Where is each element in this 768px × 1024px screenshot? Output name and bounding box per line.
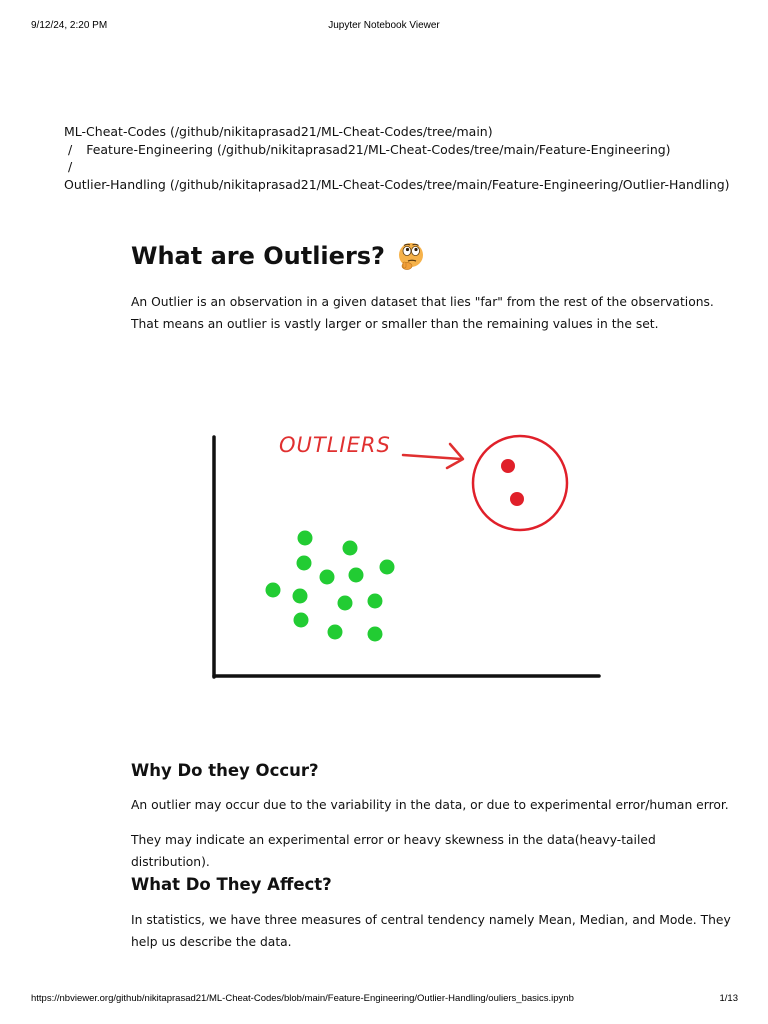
print-page-title: Jupyter Notebook Viewer: [328, 20, 440, 31]
outliers-annotation-label: OUTLIERS: [279, 433, 391, 457]
breadcrumb-item-label: Feature-Engineering: [86, 141, 213, 157]
normal-data-point: [294, 613, 309, 628]
section2-paragraph: [131, 909, 731, 953]
print-footer: [0, 993, 768, 1007]
print-page-number: 1/13: [719, 993, 738, 1004]
breadcrumb-line-1: [64, 123, 754, 141]
annotation-arrow: [403, 444, 463, 468]
outliers-illustration-svg: [190, 380, 620, 700]
breadcrumb-item-path: (/github/nikitaprasad21/ML-Cheat-Codes/tree/main/Feature-Engineering/Outlier-Handling): [169, 176, 730, 192]
outliers-circle: [473, 436, 567, 530]
breadcrumb-line-4: [64, 176, 754, 194]
normal-data-point: [297, 556, 312, 571]
normal-data-point: [368, 627, 383, 642]
page-title-text: What are Outliers?: [131, 242, 385, 270]
normal-data-point: [320, 570, 335, 585]
breadcrumb-line-2: [64, 141, 754, 159]
normal-data-point: [368, 594, 383, 609]
normal-data-point: [298, 531, 313, 546]
intro-line-1: An Outlier is an observation in a given dataset that lies "far" from the rest of the observations.: [131, 295, 714, 309]
normal-data-point: [338, 596, 353, 611]
outliers-illustration: [190, 380, 620, 700]
points-layer: [266, 459, 525, 642]
breadcrumb-line-3: [64, 158, 754, 176]
print-url: https://nbviewer.org/github/nikitaprasad21/ML-Cheat-Codes/blob/main/Feature-Engineering/Outlier-Handling/ouliers_basics.ipynb: [31, 993, 574, 1004]
breadcrumb-item-feature-engineering[interactable]: [86, 142, 670, 157]
section-heading-why-occur: Why Do they Occur?: [131, 761, 319, 780]
normal-data-point: [266, 583, 281, 598]
normal-data-point: [293, 589, 308, 604]
breadcrumb-item-path: (/github/nikitaprasad21/ML-Cheat-Codes/tree/main): [169, 124, 493, 139]
normal-data-point: [380, 560, 395, 575]
intro-paragraph: [131, 291, 731, 335]
outlier-data-point: [510, 492, 524, 506]
print-date: 9/12/24, 2:20 PM: [31, 20, 108, 31]
breadcrumb-item-label: ML-Cheat-Codes: [64, 124, 166, 139]
breadcrumb-item-ml-cheat-codes[interactable]: [64, 124, 493, 139]
normal-data-point: [343, 541, 358, 556]
normal-data-point: [349, 568, 364, 583]
intro-line-2: That means an outlier is vastly larger or smaller than the remaining values in the set.: [131, 317, 659, 331]
breadcrumb-separator: /: [68, 159, 73, 174]
section1-paragraph-2: They may indicate an experimental error or heavy skewness in the data(heavy-tailed distribution).: [131, 833, 656, 869]
print-header: [0, 20, 768, 34]
breadcrumb-separator: /: [68, 141, 73, 157]
outlier-data-point: [501, 459, 515, 473]
thinking-face-with-raised-eyes-icon: [395, 240, 427, 272]
section1-paragraph-1: An outlier may occur due to the variability in the data, or due to experimental error/human error.: [131, 798, 729, 812]
normal-data-point: [328, 625, 343, 640]
breadcrumb-item-label: Outlier-Handling: [64, 176, 166, 192]
page-title: [131, 238, 427, 274]
breadcrumb-item-path: (/github/nikitaprasad21/ML-Cheat-Codes/tree/main/Feature-Engineering): [216, 141, 671, 157]
breadcrumb: [64, 123, 754, 193]
breadcrumb-item-outlier-handling[interactable]: [64, 177, 730, 192]
section2-line-2: help us describe the data.: [131, 935, 292, 949]
section2-line-1: In statistics, we have three measures of central tendency namely Mean, Median, and Mode. They: [131, 913, 731, 927]
section-heading-what-affect: What Do They Affect?: [131, 875, 332, 894]
